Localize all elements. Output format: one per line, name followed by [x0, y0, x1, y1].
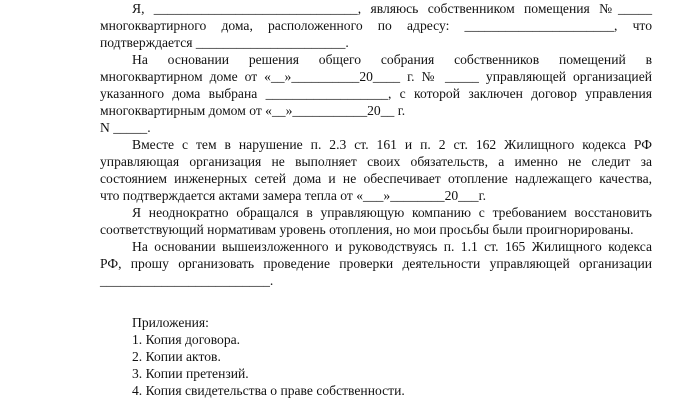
attachments-heading: Приложения: [132, 315, 209, 330]
paragraph-line: состоянием инженерных сетей дома и не обеспечивает отопление надлежащего качества, [100, 171, 652, 186]
attachment-item: 3. Копии претензий. [132, 366, 249, 381]
paragraph-line: что подтверждается актами замера тепла от «___»________20___г. [100, 188, 487, 203]
paragraph-line: _________________________. [100, 273, 274, 288]
attachment-item: 2. Копии актов. [132, 349, 221, 364]
paragraph-line: многоквартирном доме от «__»__________20____ г. № _____ управляющей организацией [100, 69, 652, 84]
paragraph-line: указанного дома выбрана __________________, с которой заключен договор управления [100, 86, 652, 101]
paragraph-line: многоквартирным домом от «__»___________20__ г. [100, 103, 406, 118]
paragraph-line: соответствующий нормативам уровень отопления, но мои просьбы были проигнорированы. [100, 222, 634, 237]
paragraph-line: На основании решения общего собрания собственников помещений в [132, 52, 652, 67]
paragraph-line: Я неоднократно обращался в управляющую компанию с требованием восстановить [132, 205, 652, 220]
paragraph-line: N _____. [100, 120, 151, 135]
attachment-item: 4. Копия свидетельства о праве собственности. [132, 383, 405, 398]
paragraph-line: Вместе с тем в нарушение п. 2.3 ст. 161 и п. 2 ст. 162 Жилищного кодекса РФ [132, 137, 652, 152]
attachment-item: 1. Копия договора. [132, 332, 241, 347]
paragraph-line: управляющая организация не выполняет своих обязательств, а именно не следит за [100, 154, 652, 169]
paragraph-line: Я, ______________________________, являюсь собственником помещения №_____ [132, 1, 652, 16]
paragraph-line: многоквартирного дома, расположенного по адресу: ______________________, что [100, 18, 652, 33]
paragraph-line: подтверждается ______________________. [100, 35, 349, 50]
paragraph-line: На основании вышеизложенного и руководствуясь п. 1.1 ст. 165 Жилищного кодекса [132, 239, 652, 254]
paragraph-line: РФ, прошу организовать проведение проверки деятельности управляющей организации [100, 256, 652, 271]
